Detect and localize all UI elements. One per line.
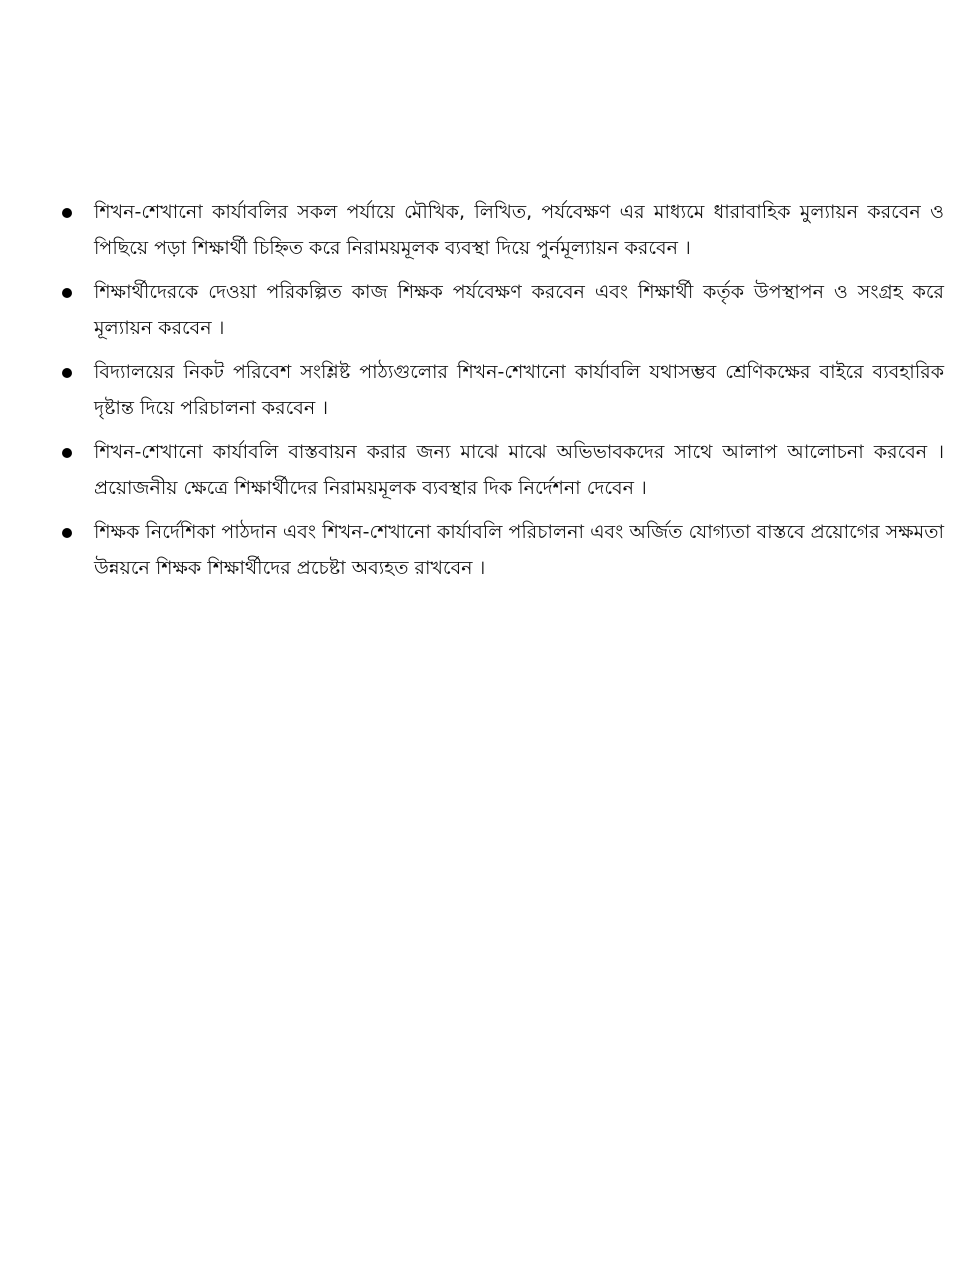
bullet-text: শিখন-শেখানো কার্যাবলির সকল পর্যায়ে মৌখিক, লিখিত, পর্যবেক্ষণ এর মাধ্যমে ধারাবাহিক মুল্যায়ন করবেন ও পিছিয়ে পড়া শিক্ষার্থী চিহ্নিত করে নিরাময়মূলক ব্যবস্থা দিয়ে পুর্নমূল্যায়ন করবেন । — [94, 201, 944, 259]
list-item — [60, 434, 944, 506]
list-item — [60, 194, 944, 266]
list-item — [60, 514, 944, 586]
bullet-text: শিক্ষার্থীদেরকে দেওয়া পরিকল্পিত কাজ শিক্ষক পর্যবেক্ষণ করবেন এবং শিক্ষার্থী কর্তৃক উপস্থাপন ও সংগ্রহ করে মূল্যায়ন করবেন । — [94, 281, 944, 339]
bullet-dot-icon — [62, 208, 72, 218]
list-item — [60, 354, 944, 426]
bullet-text: শিখন-শেখানো কার্যাবলি বাস্তবায়ন করার জন্য মাঝে মাঝে অভিভাবকদের সাথে আলাপ আলোচনা করবেন । প্রয়োজনীয় ক্ষেত্রে শিক্ষার্থীদের নিরাময়মূলক ব্যবস্থার দিক নির্দেশনা দেবেন । — [94, 441, 944, 499]
instruction-bullet-list — [60, 194, 944, 594]
bullet-text: শিক্ষক নির্দেশিকা পাঠদান এবং শিখন-শেখানো কার্যাবলি পরিচালনা এবং অর্জিত যোগ্যতা বাস্তবে প্রয়োগের সক্ষমতা উন্নয়নে শিক্ষক শিক্ষার্থীদের প্রচেষ্টা অব্যহত রাখবেন । — [94, 521, 944, 579]
bullet-dot-icon — [62, 448, 72, 458]
bullet-dot-icon — [62, 288, 72, 298]
list-item — [60, 274, 944, 346]
bullet-text: বিদ্যালয়ের নিকট পরিবেশ সংশ্লিষ্ট পাঠ্যগুলোর শিখন-শেখানো কার্যাবলি যথাসম্ভব শ্রেণিকক্ষের বাইরে ব্যবহারিক দৃষ্টান্ত দিয়ে পরিচালনা করবেন । — [94, 361, 944, 419]
bullet-dot-icon — [62, 528, 72, 538]
bullet-dot-icon — [62, 368, 72, 378]
